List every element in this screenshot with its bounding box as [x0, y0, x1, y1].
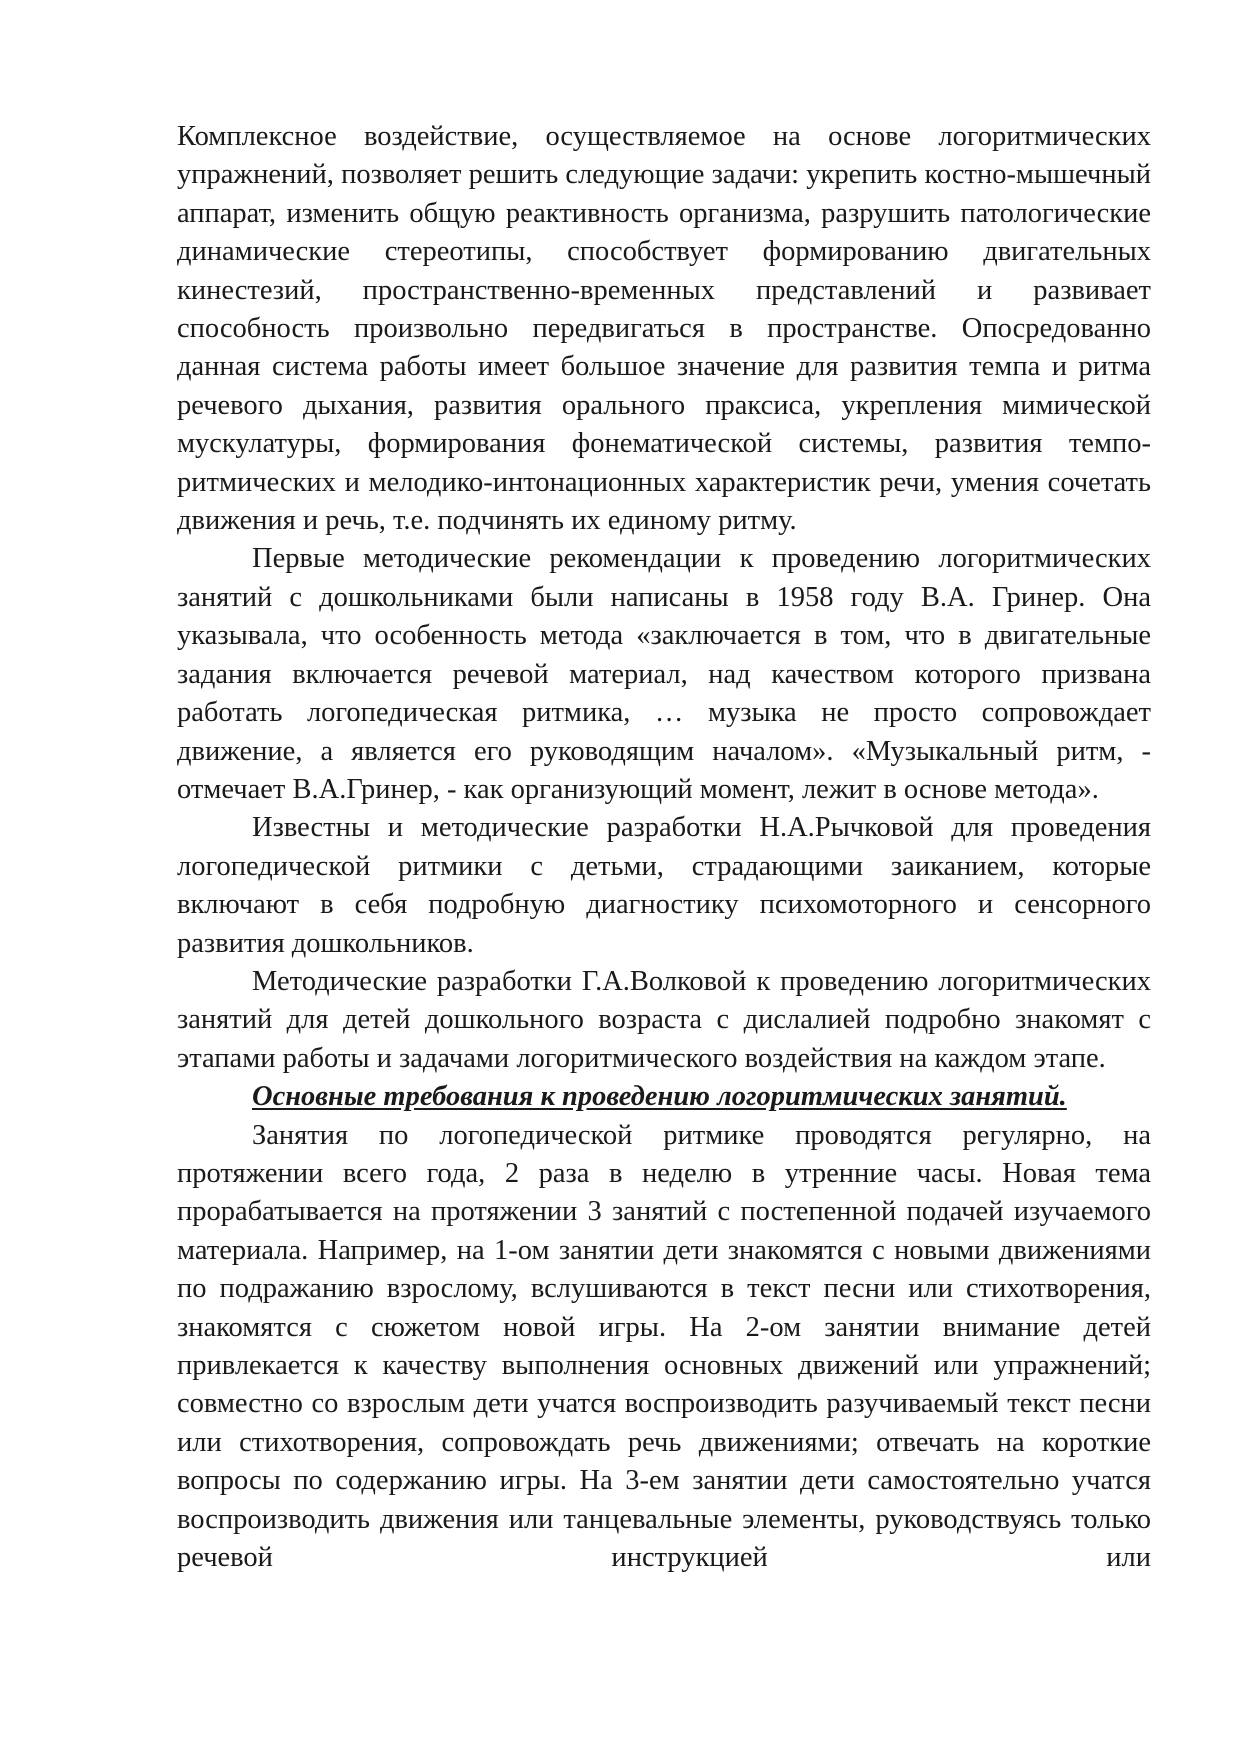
document-page — [177, 118, 1151, 1577]
paragraph-session-requirements: Занятия по логопедической ритмике проводятся регулярно, на протяжении всего года, 2 раза в неделю в утренние часы. Новая тема прорабатывается на протяжении 3 занятий с постепенной подачей изучаемого материала. Например, на 1-ом занятии дети знакомятся с новыми движениями по подражанию взрослому, вслушиваются в текст песни или стихотворения, знакомятся с сюжетом новой игры. На 2-ом занятии внимание детей привлекается к качеству выполнения основных движений или упражнений; совместно со взрослым дети учатся воспроизводить разучиваемый текст песни или стихотворения, сопровождать речь движениями; отвечать на короткие вопросы по содержанию игры. На 3-ем занятии дети самостоятельно учатся воспроизводить движения или танцевальные элементы, руководствуясь только речевой инструкцией или — [177, 1119, 1151, 1574]
paragraph-griner-recommendations: Первые методические рекомендации к проведению логоритмических занятий с дошкольниками были написаны в 1958 году В.А. Гринер. Она указывала, что особенность метода «заключается в том, что в двигательные задания включается речевой материал, над качеством которого призвана работать логопедическая ритмика, … музыка не просто сопровождает движение, а является его руководящим началом». «Музыкальный ритм, - отмечает В.А.Гринер, - как организующий момент, лежит в основе метода». — [177, 543, 1151, 805]
paragraph-volkova-methods: Методические разработки Г.А.Волковой к проведению логоритмических занятий для детей дошкольного возраста с дислалией подробно знакомят с этапами работы и задачами логоритмического воздействия на каждом этапе. — [177, 965, 1151, 1074]
section-heading: Основные требования к проведению логоритмических занятий. — [252, 1081, 1067, 1113]
paragraph-rychkova-methods: Известны и методические разработки Н.А.Рычковой для проведения логопедической ритмики с детьми, страдающими заиканием, которые включают в себя подробную диагностику психомоторного и сенсорного развития дошкольников. — [177, 812, 1151, 959]
paragraph-complex-impact: Комплексное воздействие, осуществляемое на основе логоритмических упражнений, позволяет решить следующие задачи: укрепить костно-мышечный аппарат, изменить общую реактивность организма, разрушить патологические динамические стереотипы, способствует формированию двигательных кинестезий, пространственно-временных представлений и развивает способность произвольно передвигаться в пространстве. Опосредованно данная система работы имеет большое значение для развития темпа и ритма речевого дыхания, развития орального праксиса, укрепления мимической мускулатуры, формирования фонематической системы, развития темпо-ритмических и мелодико-интонационных характеристик речи, умения сочетать движения и речь, т.е. подчинять их единому ритму. — [177, 121, 1151, 537]
